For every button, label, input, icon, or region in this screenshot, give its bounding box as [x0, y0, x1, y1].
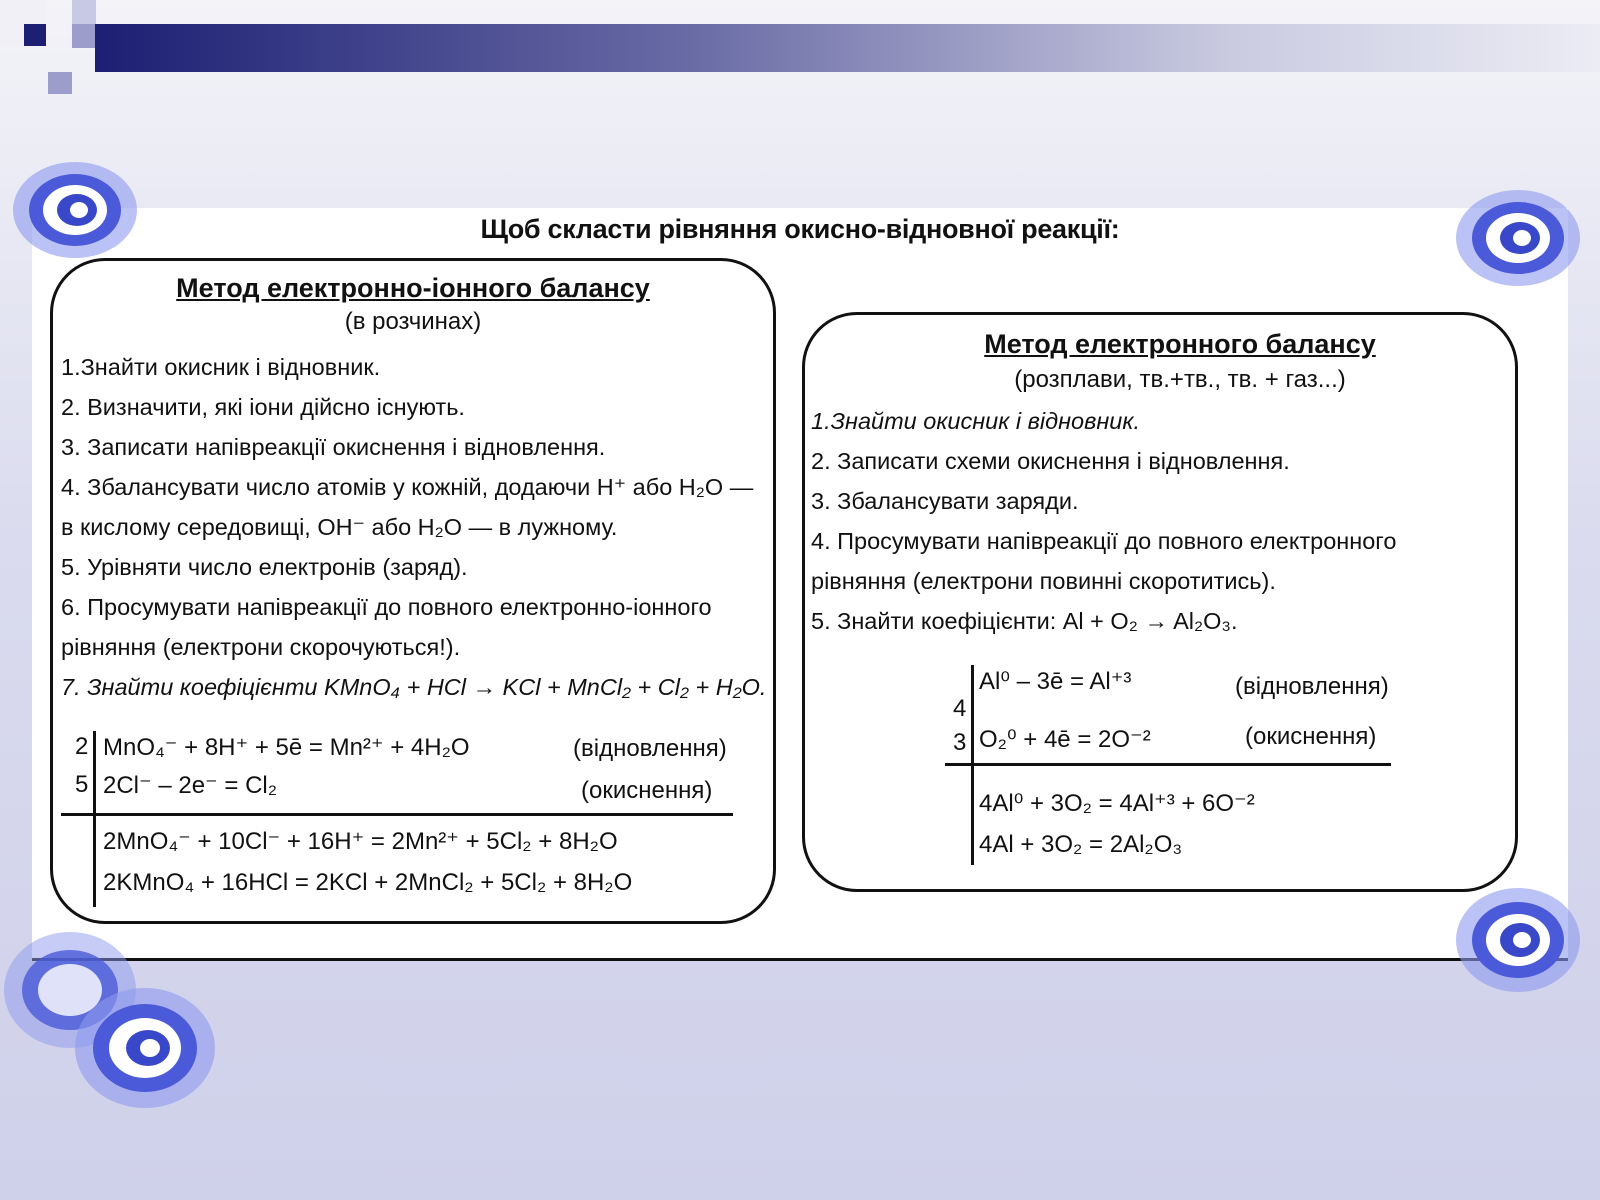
list-item: 4. Просумувати напівреакції до повного електронного: [811, 528, 1397, 554]
reduction-label: (відновлення): [1235, 673, 1389, 700]
list-item: 1.Знайти окисник і відновник.: [811, 408, 1140, 434]
divider: [61, 813, 733, 816]
lcm-value: 4: [953, 695, 967, 722]
oxidation-label: (окиснення): [581, 777, 713, 804]
coefficient: 3: [953, 729, 967, 756]
list-item: 6. Просумувати напівреакції до повного електронно-іонного: [61, 594, 712, 620]
list-item: рівняння (електрони скорочуються!).: [61, 634, 461, 660]
ionic-equation: 2MnO₄⁻ + 10Cl⁻ + 16H⁺ = 2Mn²⁺ + 5Cl₂ + 8H₂O: [103, 828, 618, 855]
left-box-title: Метод електронно-іонного балансу: [176, 273, 650, 303]
list-item: 2. Визначити, які іони дійсно існують.: [61, 394, 465, 420]
oxidation-label: (окиснення): [1245, 723, 1377, 750]
content-panel: [32, 208, 1568, 961]
right-box-title: Метод електронного балансу: [984, 329, 1376, 359]
left-box-subtitle: (в розчинах): [344, 308, 482, 335]
corner-square: [72, 24, 96, 48]
divider: [945, 763, 1391, 766]
half-reaction-oxygen: O₂⁰ + 4ē = 2O⁻²: [979, 726, 1151, 753]
list-item: 5. Знайти коефіцієнти: Al + O₂ → Al₂O₃.: [811, 608, 1238, 634]
list-item: 7. Знайти коефіцієнти KMnO₄ + HCl → KCl + MnCl₂ + Cl₂ + H₂O.: [61, 674, 767, 700]
list-item: 5. Урівняти число електронів (заряд).: [61, 554, 468, 580]
list-item: 3. Записати напівреакції окиснення і відновлення.: [61, 434, 606, 460]
electron-balance-box: [802, 312, 1518, 892]
page-heading: Щоб скласти рівняння окисно-відновної реакції:: [480, 214, 1120, 244]
balance-bracket: [93, 731, 96, 907]
half-reaction-oxidation: 2Cl⁻ – 2e⁻ = Cl₂: [103, 772, 278, 799]
list-item: в кислому середовищі, OH⁻ або H₂O — в лужному.: [61, 514, 618, 540]
right-box-subtitle: (розплави, тв.+тв., тв. + газ...): [1014, 366, 1346, 393]
list-item: 2. Записати схеми окиснення і відновлення.: [811, 448, 1290, 474]
half-reaction-aluminium: Al⁰ – 3ē = Al⁺³: [979, 668, 1132, 695]
list-item: рівняння (електрони повинні скоротитись).: [811, 568, 1276, 594]
swirl-icon: [1448, 880, 1588, 1000]
list-item: 3. Збалансувати заряди.: [811, 488, 1079, 514]
list-item: 4. Збалансувати число атомів у кожній, додаючи H⁺ або H₂O —: [61, 474, 754, 500]
swirl-icon: [1448, 182, 1588, 294]
swirl-icon: [5, 155, 145, 265]
reduction-label: (відновлення): [573, 735, 727, 762]
ionic-equation: 4Al⁰ + 3O₂ = 4Al⁺³ + 6O⁻²: [979, 790, 1255, 817]
list-item: 1.Знайти окисник і відновник.: [61, 354, 381, 380]
corner-square: [48, 72, 72, 94]
left-steps: [61, 347, 766, 707]
molecular-equation: 4Al + 3O₂ = 2Al₂O₃: [979, 831, 1183, 858]
swirl-icon: [0, 920, 230, 1120]
corner-square: [72, 0, 96, 24]
half-reaction-reduction: MnO₄⁻ + 8H⁺ + 5ē = Mn²⁺ + 4H₂O: [103, 734, 470, 761]
title-banner: [95, 24, 1600, 72]
right-steps: [811, 401, 1396, 641]
coefficient: 5: [75, 771, 89, 798]
corner-square: [24, 24, 46, 46]
coefficient: 2: [75, 733, 89, 760]
electron-ion-balance-box: [50, 258, 776, 924]
molecular-equation: 2KMnO₄ + 16HCl = 2KCl + 2MnCl₂ + 5Cl₂ + 8H₂O: [103, 869, 633, 896]
